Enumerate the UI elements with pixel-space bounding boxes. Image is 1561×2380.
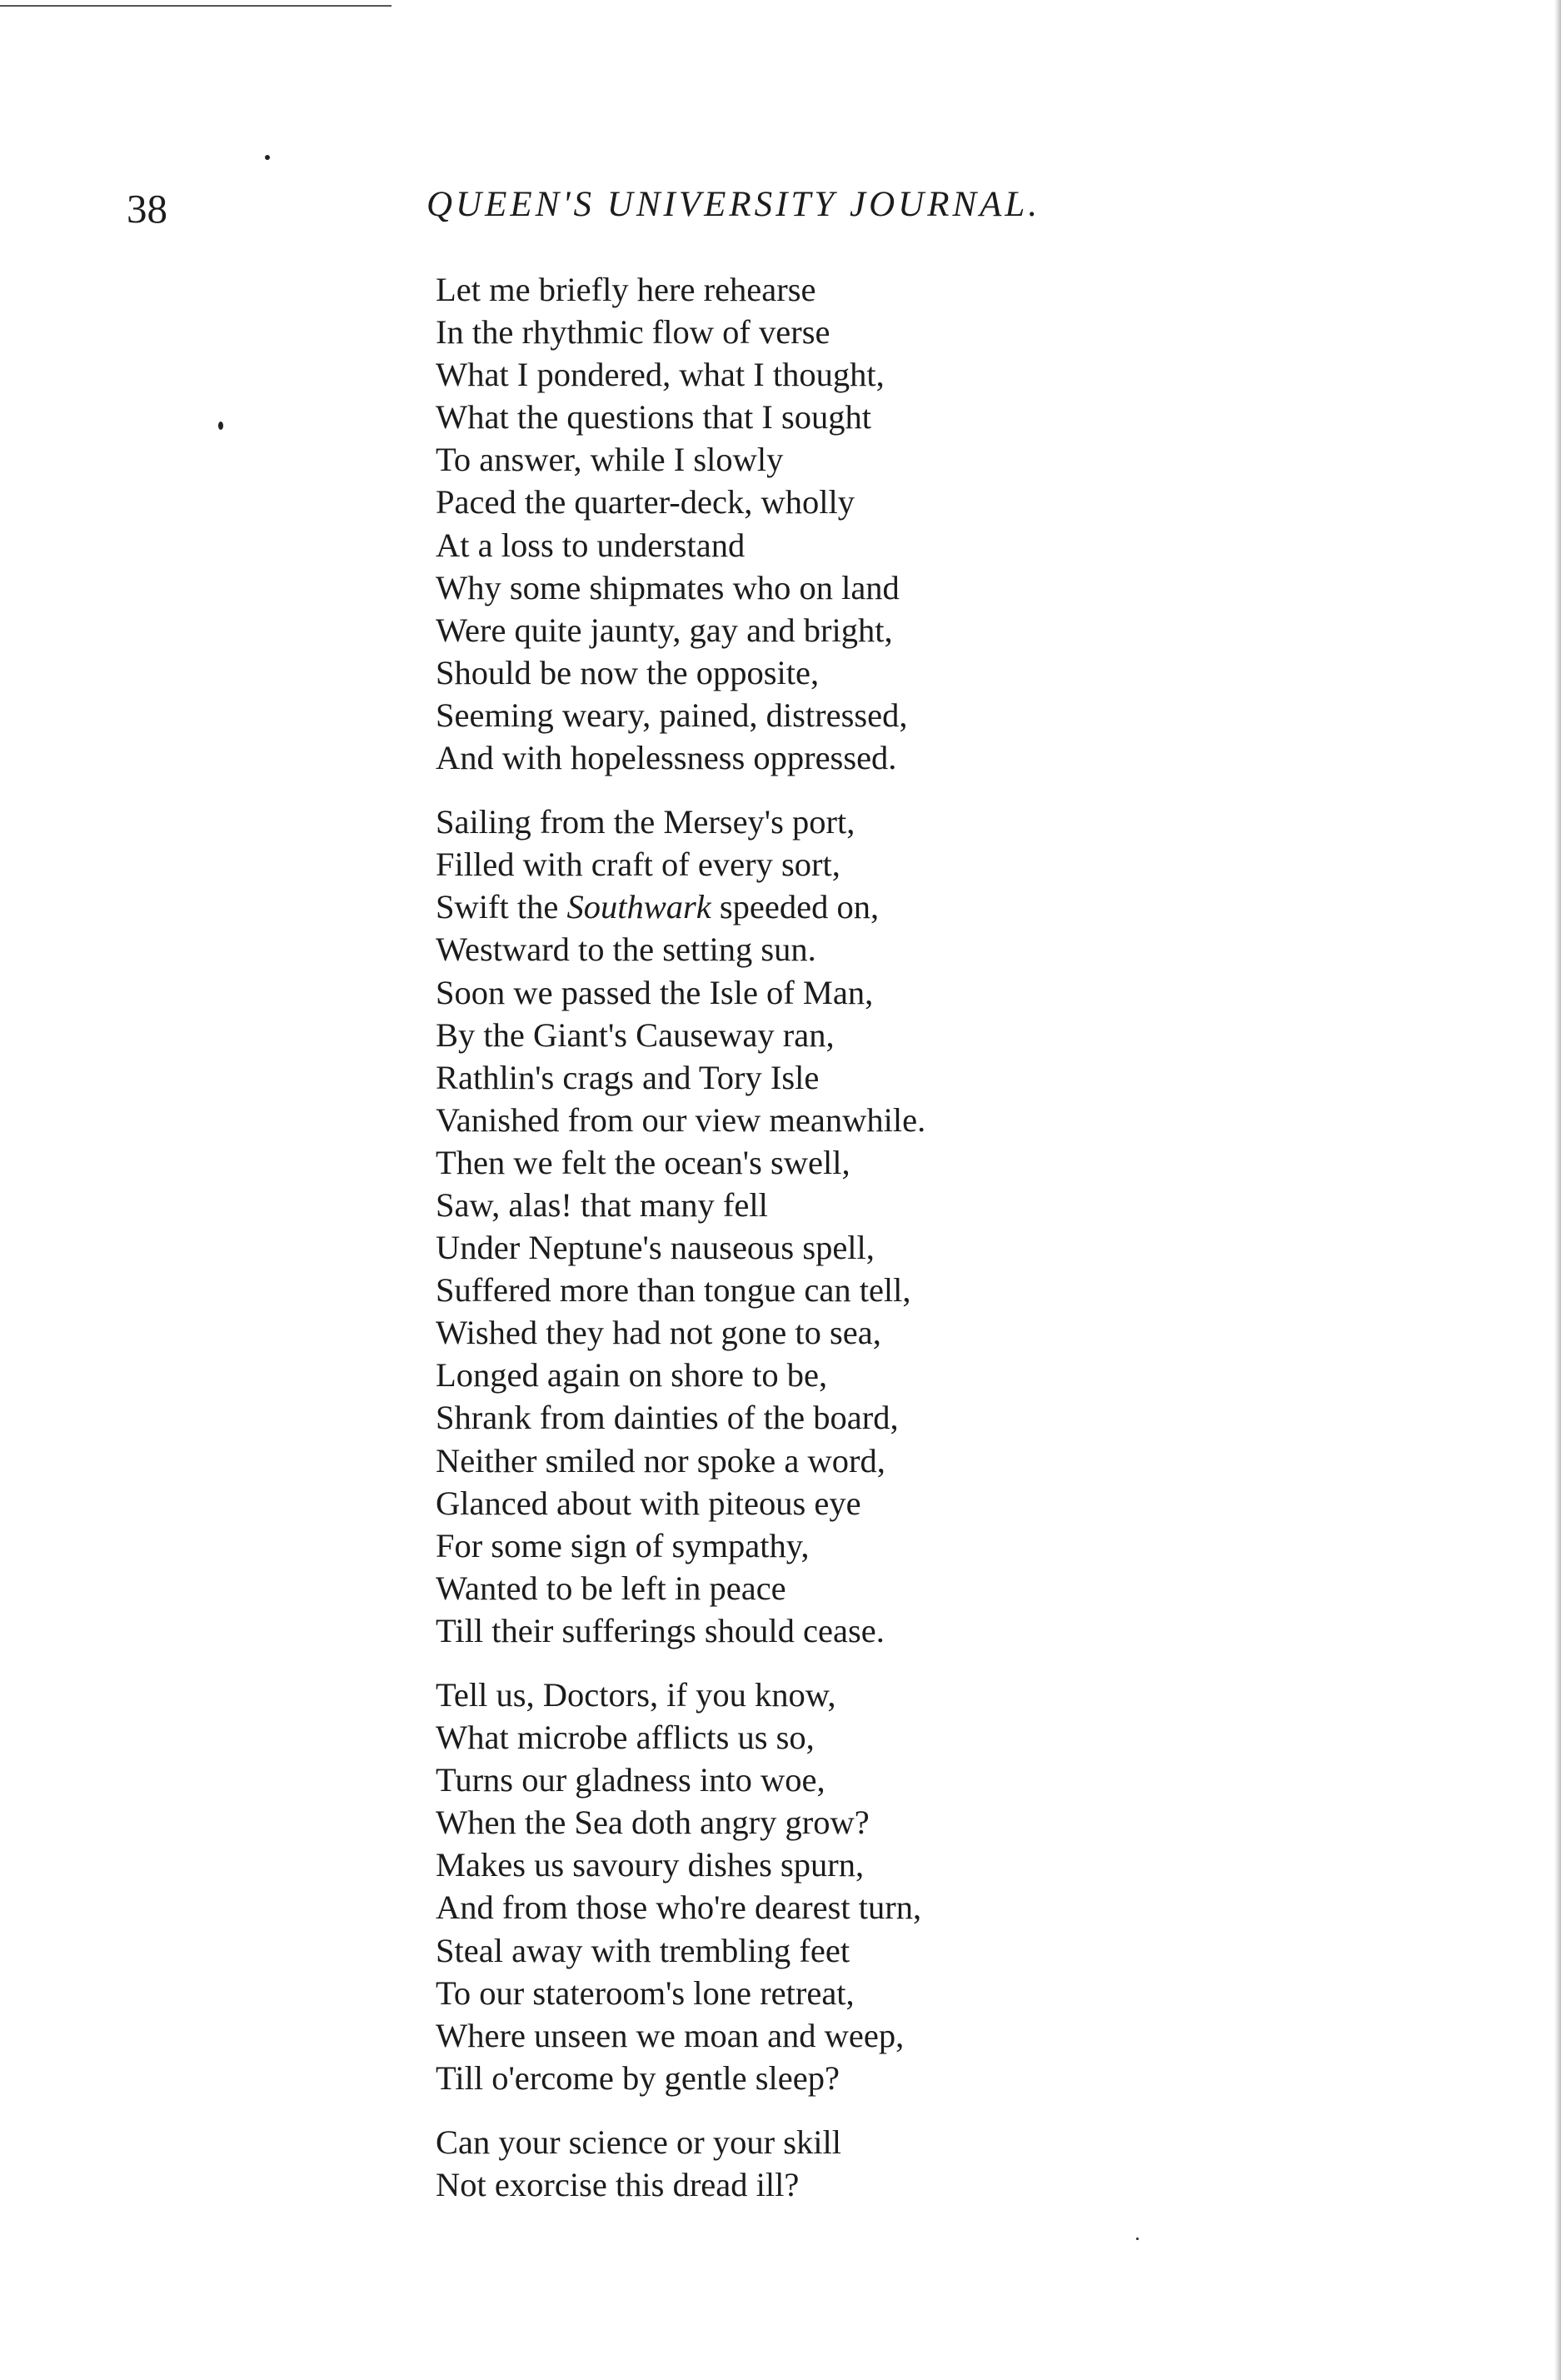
poem-line: Tell us, Doctors, if you know,	[436, 1676, 836, 1714]
page-top-rule	[0, 5, 391, 7]
running-title: QUEEN'S UNIVERSITY JOURNAL.	[426, 185, 1041, 224]
poem-line: Shrank from dainties of the board,	[436, 1399, 899, 1437]
poem-line: Let me briefly here rehearse	[436, 271, 816, 308]
poem-line	[436, 886, 925, 928]
poem-line: Makes us savoury dishes spurn,	[436, 1846, 865, 1884]
poem-line: Saw, alas! that many fell	[436, 1185, 768, 1224]
page-right-edge	[1554, 0, 1561, 2380]
poem-line: Till their sufferings should cease.	[436, 1611, 885, 1649]
poem-line: Where unseen we moan and weep,	[436, 2016, 905, 2054]
poem-line: Suffered more than tongue can tell,	[436, 1271, 911, 1310]
poem-line: In the rhythmic flow of verse	[436, 313, 830, 352]
ship-name: Southwark	[566, 888, 711, 926]
poem-line: Filled with craft of every sort,	[436, 846, 840, 884]
poem-line: What microbe afflicts us so,	[436, 1719, 815, 1757]
poem-line: Not exorcise this dread ill?	[436, 2166, 800, 2204]
poem-line: Under Neptune's nauseous spell,	[436, 1229, 875, 1267]
poem-line: What the questions that I sought	[436, 398, 872, 437]
poem-line: Rathlin's crags and Tory Isle	[436, 1058, 820, 1096]
poem-line: By the Giant's Causeway ran,	[436, 1015, 835, 1054]
poem-line: Sailing from the Mersey's port,	[436, 803, 855, 841]
poem-line: Westward to the setting sun.	[436, 931, 816, 969]
poem-line: Paced the quarter-deck, wholly	[436, 483, 855, 521]
poem-line: Should be now the opposite,	[436, 653, 820, 691]
poem-line: What I pondered, what I thought,	[436, 356, 885, 394]
poem-line: For some sign of sympathy,	[436, 1526, 810, 1564]
poem-line: Seeming weary, pained, distressed,	[436, 696, 908, 734]
poem-line-text: speeded on,	[711, 888, 880, 926]
poem-line: When the Sea doth angry grow?	[436, 1804, 870, 1842]
ink-speck	[1136, 2238, 1139, 2240]
poem-line: Till o'ercome by gentle sleep?	[436, 2058, 840, 2097]
poem-line: Vanished from our view meanwhile.	[436, 1100, 926, 1139]
poem-line: Then we felt the ocean's swell,	[436, 1143, 850, 1181]
poem-line: To answer, while I slowly	[436, 441, 784, 479]
poem-line: Glanced about with piteous eye	[436, 1484, 861, 1522]
poem	[436, 268, 925, 2206]
poem-line: Wanted to be left in peace	[436, 1569, 786, 1607]
stanza-3	[436, 1674, 925, 2099]
poem-line-text: Swift the	[436, 888, 567, 926]
poem-line: And with hopelessness oppressed.	[436, 739, 897, 777]
poem-line: Soon we passed the Isle of Man,	[436, 973, 874, 1011]
poem-line: Neither smiled nor spoke a word,	[436, 1441, 885, 1479]
poem-line: Can your science or your skill	[436, 2123, 842, 2161]
poem-line: At a loss to understand	[436, 526, 746, 564]
poem-line: To our stateroom's lone retreat,	[436, 1973, 855, 2012]
ink-speck	[218, 422, 223, 430]
ink-speck	[265, 155, 270, 160]
poem-line: Were quite jaunty, gay and bright,	[436, 611, 893, 649]
poem-line: Wished they had not gone to sea,	[436, 1314, 881, 1352]
poem-line: Steal away with trembling feet	[436, 1931, 850, 1969]
poem-line: And from those who're dearest turn,	[436, 1889, 922, 1927]
stanza-2	[436, 801, 925, 1652]
poem-line: Why some shipmates who on land	[436, 568, 900, 606]
stanza-4	[436, 2121, 925, 2206]
stanza-1	[436, 268, 925, 779]
poem-line: Turns our gladness into woe,	[436, 1761, 825, 1799]
page-number: 38	[127, 186, 167, 232]
poem-line: Longed again on shore to be,	[436, 1356, 828, 1395]
